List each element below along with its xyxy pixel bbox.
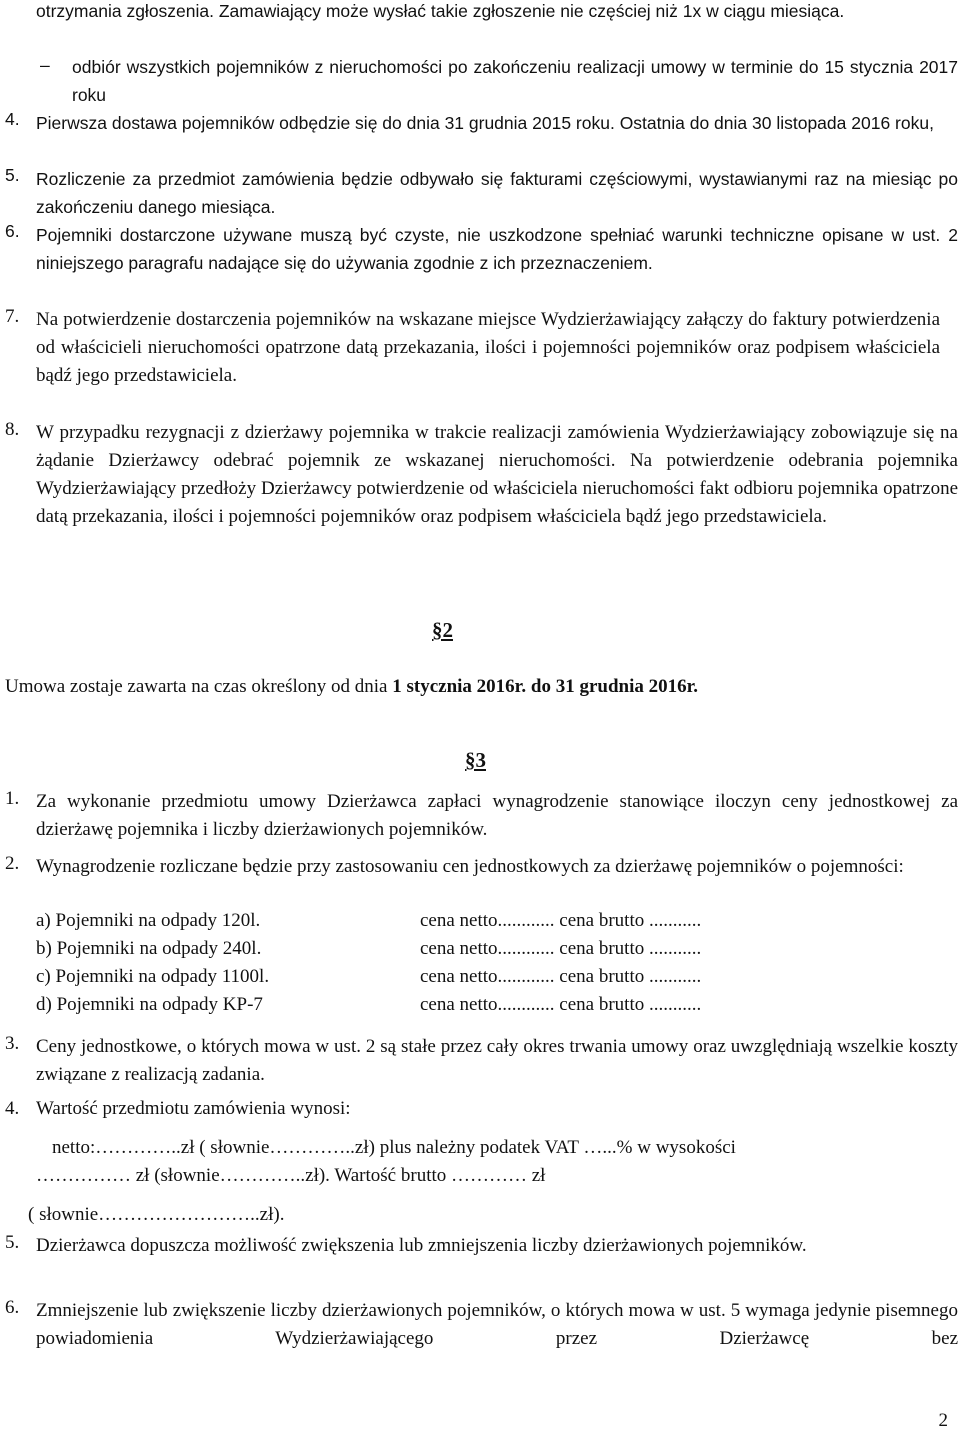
value-line-net: netto:…………..zł ( słownie…………..zł) plus należny podatek VAT …...% w wysokości [52, 1137, 736, 1158]
price-row-label: c) Pojemniki na odpady 1100l. [36, 966, 270, 987]
section-sign-icon: § [432, 618, 443, 642]
item-6: Pojemniki dostarczone używane muszą być czyste, nie uszkodzone spełniać warunki techniczne opisane w ust. 2 niniejszego paragrafu nadające się do używania zgodnie z ich przeznaczeniem. [36, 225, 958, 273]
dash-bullet: – [40, 55, 50, 75]
item-number: 4. [5, 1098, 20, 1119]
item-8: W przypadku rezygnacji z dzierżawy pojemnika w trakcie realizacji zamówienia Wydzierżawiający zobowiązuje się na żądanie Dzierżawcy odebrać pojemnik ze wskazanej nieruchomości. Na potwierdzenie odebrania pojemnika Wydzierżawiający przedłoży Dzierżawcy potwierdzenie od właściciela nieruchomości fakt odbioru pojemnika opatrzone datą przekazania, ilości i pojemności pojemników oraz podpisem właściciela bądź jego przedstawiciela. [36, 422, 958, 527]
para-5: Dzierżawca dopuszcza możliwość zwiększenia lub zmniejszenia liczby dzierżawionych pojemników. [36, 1235, 807, 1256]
contract-term [5, 676, 698, 698]
price-row-value: cena netto............ cena brutto ........... [420, 910, 702, 931]
item-number: 3. [5, 1033, 20, 1054]
contract-term-dates: 1 stycznia 2016r. do 31 grudnia 2016r. [392, 676, 699, 697]
para-4: Wartość przedmiotu zamówienia wynosi: [36, 1098, 351, 1119]
item-number: 6. [5, 221, 20, 241]
item-number: 4. [5, 109, 20, 129]
price-row-label: b) Pojemniki na odpady 240l. [36, 938, 262, 959]
price-row-label: a) Pojemniki na odpady 120l. [36, 910, 261, 931]
price-row-label: d) Pojemniki na odpady KP-7 [36, 994, 263, 1015]
item-number: 5. [5, 165, 20, 185]
item-number: 1. [5, 788, 20, 809]
item-4: Pierwsza dostawa pojemników odbędzie się do dnia 31 grudnia 2015 roku. Ostatnia do dnia 30 listopada 2016 roku, [36, 113, 934, 133]
value-line-gross: …………… zł (słownie…………..zł). Wartość brutto ………… zł [36, 1165, 546, 1186]
para-2: Wynagrodzenie rozliczane będzie przy zastosowaniu cen jednostkowych za dzierżawę pojemników o pojemności: [36, 856, 904, 877]
item-5: Rozliczenie za przedmiot zamówienia będzie odbywało się fakturami częściowymi, wystawianymi raz na miesiąc po zakończeniu danego miesiąca. [36, 169, 958, 217]
section-heading-2 [432, 618, 453, 643]
paragraph-continuation: otrzymania zgłoszenia. Zamawiający może wysłać takie zgłoszenie nie częściej niż 1x w ciągu miesiąca. [36, 1, 845, 21]
item-number: 2. [5, 853, 20, 874]
price-row-value: cena netto............ cena brutto ........... [420, 994, 702, 1015]
item-number: 6. [5, 1297, 20, 1318]
para-6: Zmniejszenie lub zwiększenie liczby dzierżawionych pojemników, o których mowa w ust. 5 wymaga jedynie pisemnego powiadomienia Wydzierżawiającego przez Dzierżawcę bez [36, 1300, 958, 1349]
item-7: Na potwierdzenie dostarczenia pojemników na wskazane miejsce Wydzierżawiający załączy do faktury potwierdzenia od właścicieli nieruchomości opatrzone datą przekazania, ilości i pojemności pojemników oraz podpisem właściciela bądź jego przedstawiciela. [36, 309, 940, 386]
section-number: 2 [442, 618, 453, 642]
price-row-value: cena netto............ cena brutto ........... [420, 966, 702, 987]
dash-item: odbiór wszystkich pojemników z nieruchomości po zakończeniu realizacji umowy w terminie do 15 stycznia 2017 roku [72, 57, 958, 105]
para-3: Ceny jednostkowe, o których mowa w ust. 2 są stałe przez cały okres trwania umowy oraz uwzględniają wszelkie koszty związane z realizacją zadania. [36, 1036, 958, 1085]
para-1: Za wykonanie przedmiotu umowy Dzierżawca zapłaci wynagrodzenie stanowiące iloczyn ceny jednostkowej za dzierżawę pojemnika i liczby dzierżawionych pojemników. [36, 791, 958, 840]
price-row-value: cena netto............ cena brutto ........... [420, 938, 702, 959]
item-number: 8. [5, 419, 20, 440]
section-heading-3 [465, 748, 486, 773]
value-line-words: ( słownie……………………..zł). [28, 1204, 285, 1225]
item-number: 5. [5, 1232, 20, 1253]
page-number: 2 [938, 1410, 948, 1431]
section-number: 3 [475, 748, 486, 772]
item-number: 7. [5, 306, 20, 327]
contract-term-text: Umowa zostaje zawarta na czas określony od dnia [5, 676, 393, 697]
section-sign-icon: § [465, 748, 476, 772]
